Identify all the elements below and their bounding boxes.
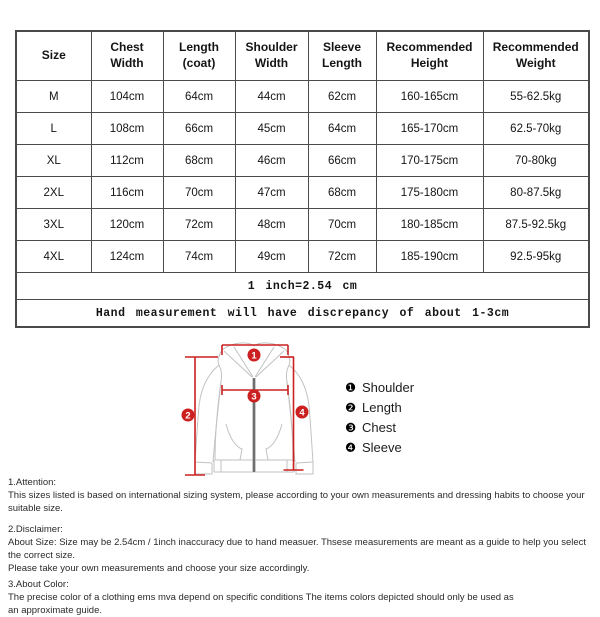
circled-4-icon: ❹ <box>345 439 357 455</box>
table-row-l <box>16 113 589 145</box>
cell-size: 4XL <box>16 241 91 273</box>
table-row-3xl <box>16 209 589 241</box>
legend-label-shoulder: Shoulder <box>362 379 415 395</box>
cell-size: M <box>16 81 91 113</box>
measurement-lines <box>185 345 304 475</box>
cell-sleeve: 62cm <box>308 81 376 113</box>
legend-label-sleeve: Sleeve <box>362 439 402 455</box>
legend-item-chest <box>345 417 414 437</box>
table-header-row <box>16 31 589 81</box>
cell-height: 175-180cm <box>376 177 483 209</box>
table-note-inch-row <box>16 273 589 300</box>
legend-item-length <box>345 397 414 417</box>
circled-1-icon: ❶ <box>345 379 357 395</box>
table-row-m <box>16 81 589 113</box>
header-size: Size <box>16 31 91 81</box>
header-recommended-weight: Recommended Weight <box>483 31 589 81</box>
cell-height: 170-175cm <box>376 145 483 177</box>
cell-length: 66cm <box>163 113 235 145</box>
cell-length: 64cm <box>163 81 235 113</box>
inch-conversion-note: 1 inch=2.54 cm <box>16 273 589 300</box>
cell-length: 72cm <box>163 209 235 241</box>
cell-sleeve: 66cm <box>308 145 376 177</box>
callout-1-number: 1 <box>251 350 257 362</box>
table-row-xl <box>16 145 589 177</box>
header-sleeve-length: Sleeve Length <box>308 31 376 81</box>
legend-item-shoulder <box>345 377 414 397</box>
cell-weight: 62.5-70kg <box>483 113 589 145</box>
cell-size: L <box>16 113 91 145</box>
cell-length: 74cm <box>163 241 235 273</box>
cell-height: 160-165cm <box>376 81 483 113</box>
cell-chest: 116cm <box>91 177 163 209</box>
callout-3-number: 3 <box>251 391 257 403</box>
cell-weight: 70-80kg <box>483 145 589 177</box>
note-about-color-line1: The precise color of a clothing ems mva depend on specific conditions The items colors depicted should only be used as <box>8 592 514 603</box>
measurement-legend <box>345 377 414 457</box>
note-attention-heading: 1.Attention: <box>8 477 57 488</box>
cell-size: 2XL <box>16 177 91 209</box>
cell-length: 68cm <box>163 145 235 177</box>
jacket-measurement-diagram <box>168 338 318 483</box>
note-disclaimer-line2: Please take your own measurements and choose your size accordingly. <box>8 563 310 574</box>
header-shoulder-width: Shoulder Width <box>235 31 308 81</box>
note-about-color-line2: an approximate guide. <box>8 605 103 616</box>
cell-chest: 112cm <box>91 145 163 177</box>
cell-chest: 108cm <box>91 113 163 145</box>
cell-weight: 55-62.5kg <box>483 81 589 113</box>
table-note-hand-row <box>16 300 589 328</box>
table-row-2xl <box>16 177 589 209</box>
note-attention-line1: This sizes listed is based on international sizing system, please according to your own measurements and dressing habits to choose your suitable size. <box>8 490 585 514</box>
cell-shoulder: 45cm <box>235 113 308 145</box>
size-chart-table <box>15 30 590 328</box>
note-disclaimer <box>8 523 596 575</box>
cell-height: 180-185cm <box>376 209 483 241</box>
cell-size: XL <box>16 145 91 177</box>
legend-label-length: Length <box>362 399 402 415</box>
cell-weight: 92.5-95kg <box>483 241 589 273</box>
cell-shoulder: 46cm <box>235 145 308 177</box>
cell-shoulder: 48cm <box>235 209 308 241</box>
callout-4-number: 4 <box>299 407 305 419</box>
cell-sleeve: 64cm <box>308 113 376 145</box>
legend-label-chest: Chest <box>362 419 396 435</box>
hand-measurement-note: Hand measurement will have discrepancy of about 1-3cm <box>16 300 589 328</box>
note-attention <box>8 476 596 515</box>
header-recommended-height: Recommended Height <box>376 31 483 81</box>
cell-shoulder: 44cm <box>235 81 308 113</box>
note-about-color-heading: 3.About Color: <box>8 579 69 590</box>
cell-shoulder: 49cm <box>235 241 308 273</box>
header-chest-width: Chest Width <box>91 31 163 81</box>
cell-shoulder: 47cm <box>235 177 308 209</box>
cell-sleeve: 68cm <box>308 177 376 209</box>
cell-size: 3XL <box>16 209 91 241</box>
circled-2-icon: ❷ <box>345 399 357 415</box>
note-disclaimer-line1: About Size: Size may be 2.54cm / 1inch inaccuracy due to hand measuer. Thsese measurements are meant as a guide to help you select the correct size. <box>8 537 587 561</box>
cell-sleeve: 70cm <box>308 209 376 241</box>
footnotes <box>8 476 596 617</box>
note-disclaimer-heading: 2.Disclaimer: <box>8 524 63 535</box>
cell-sleeve: 72cm <box>308 241 376 273</box>
circled-3-icon: ❸ <box>345 419 357 435</box>
cell-chest: 120cm <box>91 209 163 241</box>
cell-chest: 124cm <box>91 241 163 273</box>
cell-height: 165-170cm <box>376 113 483 145</box>
note-about-color <box>8 578 596 617</box>
header-length-coat: Length (coat) <box>163 31 235 81</box>
cell-weight: 80-87.5kg <box>483 177 589 209</box>
cell-chest: 104cm <box>91 81 163 113</box>
cell-weight: 87.5-92.5kg <box>483 209 589 241</box>
table-row-4xl <box>16 241 589 273</box>
cell-length: 70cm <box>163 177 235 209</box>
callout-2-number: 2 <box>185 410 191 422</box>
legend-item-sleeve <box>345 437 414 457</box>
cell-height: 185-190cm <box>376 241 483 273</box>
